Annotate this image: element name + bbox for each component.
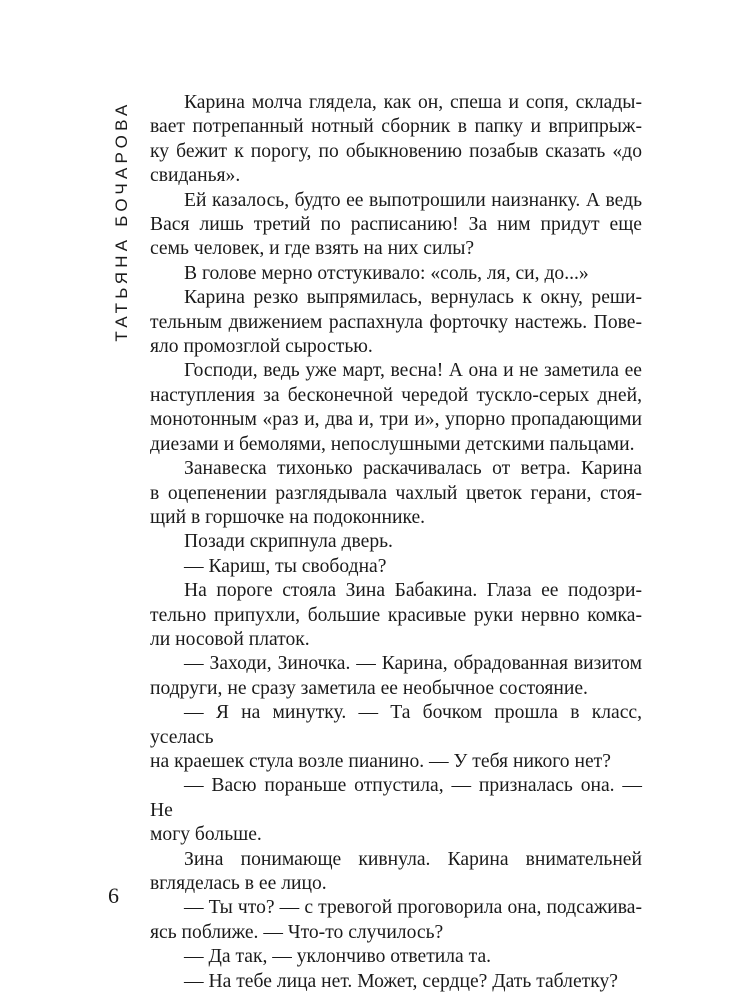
text-line: диезами и бемолями, непослушными детскими пальцами.	[150, 433, 635, 455]
text-line: могу больше.	[150, 824, 262, 846]
text-line: ли носовой платок.	[150, 628, 310, 650]
paragraph	[150, 286, 642, 359]
text-line: — Я на минутку. — Та бочком прошла в класс, уселась	[150, 702, 642, 748]
text-line: — Васю пораньше отпустила, — призналась она. — Не	[150, 775, 642, 821]
text-line: Карина резко выпрямилась, вернулась к окну, реши-	[184, 287, 642, 309]
paragraph	[150, 530, 642, 554]
text-line: свиданья».	[150, 165, 241, 187]
text-line: тельно припухли, большие красивые руки нервно комка-	[150, 604, 642, 626]
text-line: монотонным «раз и, два и, три и», упорно пропадающими	[150, 409, 642, 431]
text-line: На пороге стояла Зина Бабакина. Глаза ее подозри-	[184, 580, 642, 602]
author-name: ТАТЬЯНА БОЧАРОВА	[112, 100, 131, 342]
paragraph	[150, 91, 642, 189]
text-line: Позади скрипнула дверь.	[184, 531, 393, 553]
paragraph	[150, 970, 642, 994]
body-text	[150, 91, 642, 994]
paragraph	[150, 945, 642, 969]
paragraph	[150, 359, 642, 457]
text-line: — Кариш, ты свободна?	[184, 555, 387, 577]
text-line: вает потрепанный нотный сборник в папку и вприпрыж-	[150, 116, 642, 138]
text-line: В голове мерно отстукивало: «соль, ля, си, до...»	[184, 262, 589, 284]
paragraph	[150, 652, 642, 701]
page-number: 6	[108, 883, 119, 908]
text-line: Зина понимающе кивнула. Карина внимательней	[184, 848, 642, 870]
text-line: — Ты что? — с тревогой проговорила она, подсажива-	[184, 897, 642, 919]
paragraph	[150, 579, 642, 652]
text-line: Занавеска тихонько раскачивалась от ветра. Карина	[184, 458, 642, 480]
text-line: Господи, ведь уже март, весна! А она и не заметила ее	[184, 360, 642, 382]
paragraph	[150, 555, 642, 579]
paragraph	[150, 262, 642, 286]
paragraph	[150, 189, 642, 262]
text-line: тельным движением распахнула форточку настежь. Пове-	[150, 311, 642, 333]
text-line: наступления за бесконечной чередой тускло-серых дней,	[150, 384, 642, 406]
text-line: — Заходи, Зиночка. — Карина, обрадованная визитом	[184, 653, 642, 675]
text-line: щий в горшочке на подоконнике.	[150, 506, 426, 528]
text-line: Ей казалось, будто ее выпотрошили наизнанку. А ведь	[184, 189, 642, 211]
text-line: ку бежит к порогу, по обыкновению позабыв сказать «до	[150, 140, 642, 162]
text-line: — Да так, — уклончиво ответила та.	[184, 946, 492, 968]
text-line: в оцепенении разглядывала чахлый цветок герани, стоя-	[150, 482, 642, 504]
text-line: на краешек стула возле пианино. — У тебя никого нет?	[150, 750, 611, 772]
paragraph	[150, 848, 642, 897]
paragraph	[150, 774, 642, 847]
running-head	[102, 96, 142, 346]
text-line: яло промозглой сыростью.	[150, 336, 373, 358]
paragraph	[150, 701, 642, 774]
text-line: Вася лишь третий по расписанию! За ним придут еще	[150, 214, 642, 236]
text-line: вгляделась в ее лицо.	[150, 873, 327, 894]
paragraph	[150, 896, 642, 945]
text-line: Карина молча глядела, как он, спеша и сопя, склады-	[184, 92, 642, 113]
text-line: подруги, не сразу заметила ее необычное состояние.	[150, 677, 588, 699]
text-line: — На тебе лица нет. Может, сердце? Дать таблетку?	[184, 970, 618, 992]
paragraph	[150, 457, 642, 530]
text-line: семь человек, и где взять на них силы?	[150, 238, 475, 260]
text-line: ясь поближе. — Что-то случилось?	[150, 921, 444, 943]
